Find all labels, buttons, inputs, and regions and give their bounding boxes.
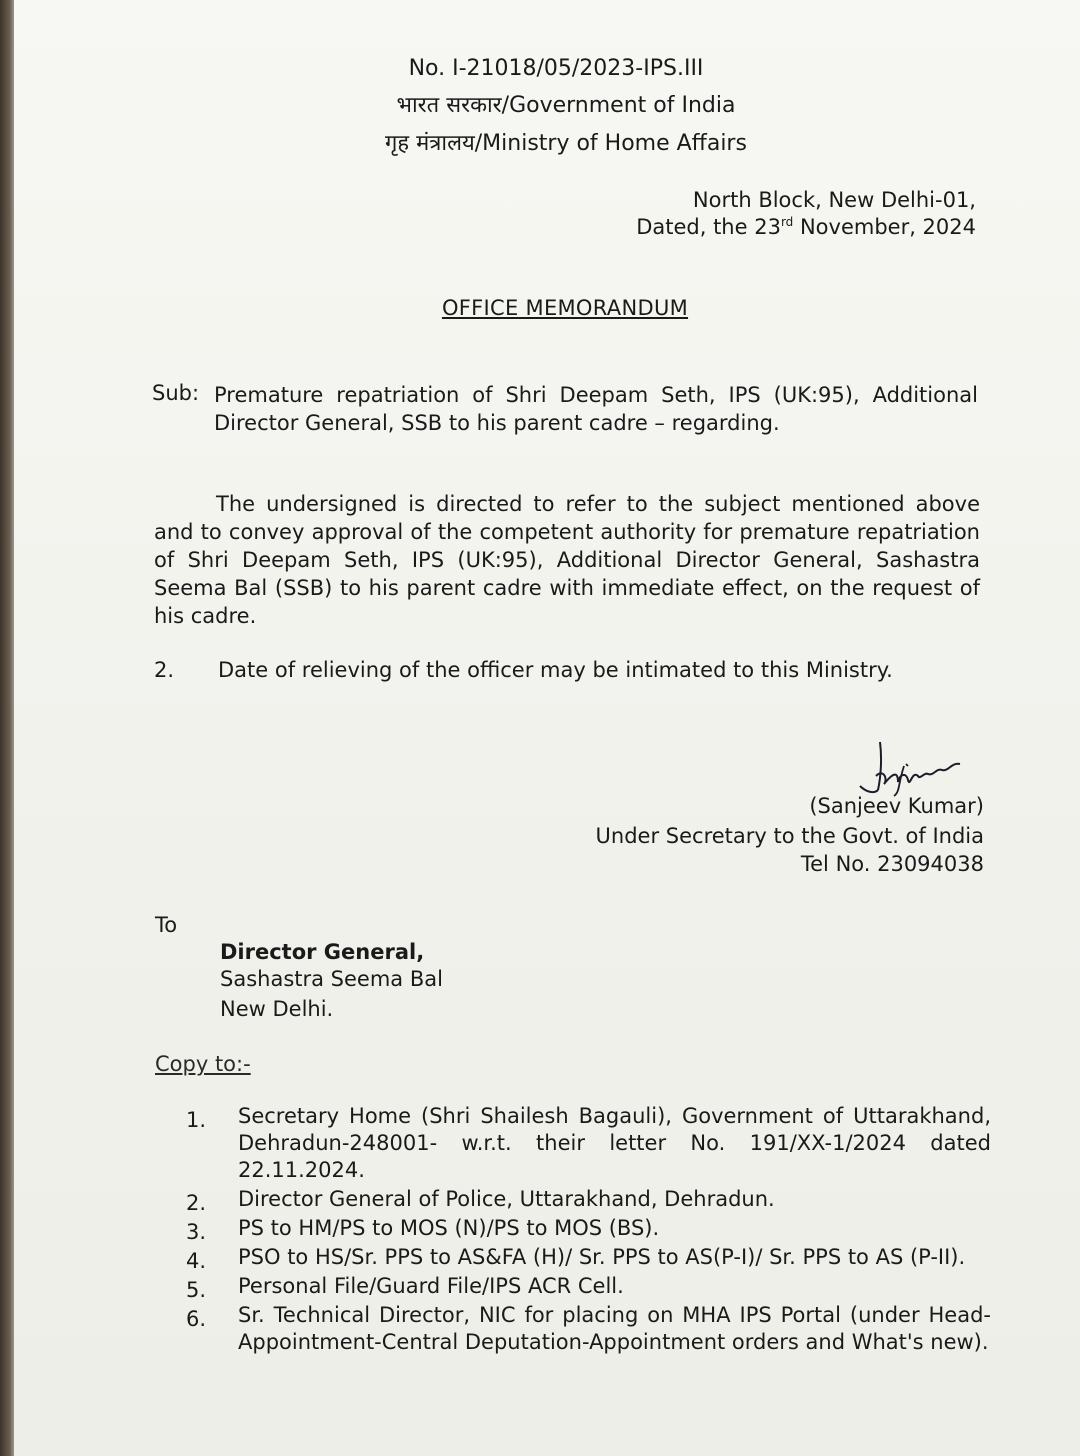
addressee-org: Sashastra Seema Bal (220, 967, 443, 991)
subject-label: Sub: (152, 381, 200, 405)
body-paragraph-2: Date of relieving of the officer may be intimated to this Ministry. (218, 658, 893, 682)
signatory-tel: Tel No. 23094038 (800, 852, 984, 876)
paragraph-2-number: 2. (154, 658, 175, 682)
memo-title: OFFICE MEMORANDUM (441, 296, 689, 320)
list-item-number: 5. (186, 1278, 207, 1302)
file-number: No. I-21018/05/2023-IPS.III (408, 56, 704, 81)
subject-text: Premature repatriation of Shri Deepam Seth, IPS (UK:95), Additional Director General, SSB to his parent cadre – regarding. (214, 383, 978, 435)
place-line: North Block, New Delhi-01, (692, 188, 976, 212)
list-item-text: Director General of Police, Uttarakhand, Dehradun. (238, 1187, 775, 1211)
list-item (186, 1103, 991, 1184)
list-item-number: 2. (186, 1191, 207, 1215)
list-item-text: Sr. Technical Director, NIC for placing on MHA IPS Portal (under Head-Appointment-Central Deputation-Appointment orders and What's new). (238, 1303, 991, 1354)
list-item-number: 3. (186, 1220, 207, 1244)
date-prefix: Dated, the 23 (636, 215, 781, 239)
list-item (186, 1215, 991, 1242)
addressee-title: Director General, (220, 940, 425, 964)
list-item-text: Secretary Home (Shri Shailesh Bagauli), Government of Uttarakhand, Dehradun-248001- w.r.t. their letter No. 191/XX-1/2024 dated 22.11.2024. (238, 1104, 991, 1182)
to-label: To (155, 913, 178, 937)
signatory-designation: Under Secretary to the Govt. of India (595, 824, 984, 848)
signature-scribble (848, 740, 968, 800)
date-rest: November, 2024 (793, 215, 976, 239)
list-item-number: 6. (186, 1307, 207, 1331)
addressee-city: New Delhi. (220, 997, 334, 1021)
government-line: भारत सरकार/Government of India (396, 93, 736, 118)
date-ordinal: rd (780, 215, 794, 229)
list-item (186, 1186, 991, 1213)
ministry-line: गृह मंत्रालय/Ministry of Home Affairs (385, 131, 747, 156)
signatory-name: (Sanjeev Kumar) (809, 794, 984, 818)
list-item-number: 1. (186, 1108, 207, 1132)
date-line (636, 215, 976, 239)
list-item (186, 1302, 991, 1356)
list-item (186, 1244, 991, 1271)
list-item-text: PS to HM/PS to MOS (N)/PS to MOS (BS). (238, 1216, 660, 1240)
body-paragraph-1-text: The undersigned is directed to refer to the subject mentioned above and to convey approval of the competent authority for premature repatriation of Shri Deepam Seth, IPS (UK:95), Additional Director General, Sashastra Seema Bal (SSB) to his parent cadre with immediate effect, on the request of his cadre. (154, 492, 980, 628)
body-paragraph-1 (154, 490, 980, 630)
list-item-text: Personal File/Guard File/IPS ACR Cell. (238, 1274, 624, 1298)
list-item (186, 1273, 991, 1300)
copy-to-label: Copy to:- (155, 1052, 251, 1076)
list-item-number: 4. (186, 1249, 207, 1273)
list-item-text: PSO to HS/Sr. PPS to AS&FA (H)/ Sr. PPS to AS(P-I)/ Sr. PPS to AS (P-II). (238, 1245, 966, 1269)
copy-to-list (186, 1103, 991, 1358)
